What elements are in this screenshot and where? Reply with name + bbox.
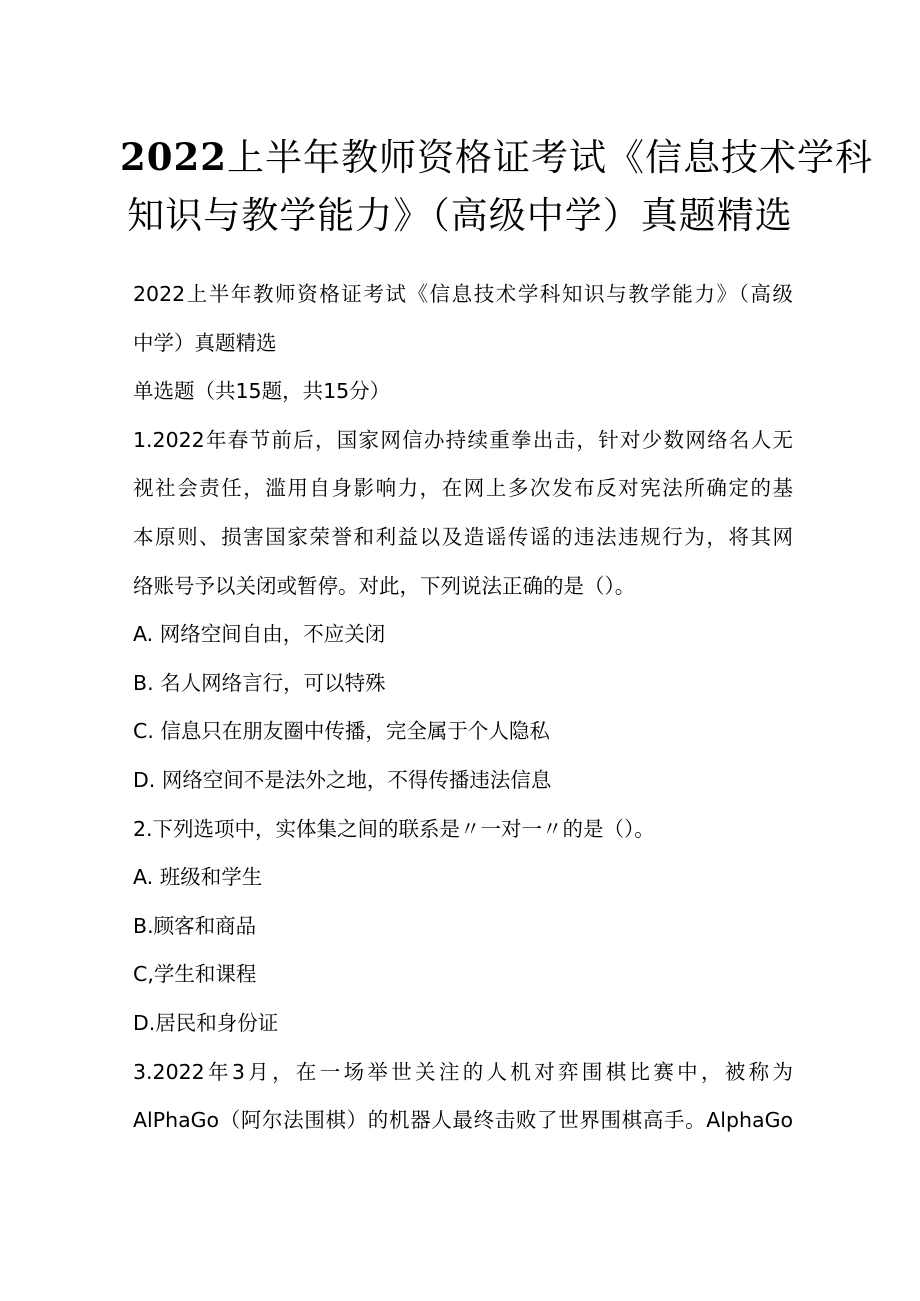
q2-option-a: A. 班级和学生 xyxy=(133,865,263,890)
q1-option-c: C. 信息只在朋友圈中传播，完全属于个人隐私 xyxy=(133,719,550,744)
title-line-1-text: 上半年教师资格证考试《信息技术学科 xyxy=(226,136,873,179)
intro-line-1: 2022上半年教师资格证考试《信息技术学科知识与教学能力》（高级 xyxy=(133,282,793,306)
title-line-1 xyxy=(120,128,873,187)
q2-option-d: D.居民和身份证 xyxy=(133,1010,279,1035)
q1-stem-line-3: 本原则、损害国家荣誉和利益以及造谣传谣的违法违规行为，将其网 xyxy=(133,524,793,549)
document-body xyxy=(133,270,793,1145)
q2-option-b: B.顾客和商品 xyxy=(133,913,257,938)
q1-option-d: D. 网络空间不是法外之地，不得传播违法信息 xyxy=(133,767,552,792)
document-title xyxy=(120,128,873,245)
intro-line-2: 中学）真题精选 xyxy=(133,330,277,355)
title-year: 2022 xyxy=(120,135,227,179)
q1-stem-line-1: 1.2022年春节前后，国家网信办持续重拳出击，针对少数网络名人无 xyxy=(133,427,793,452)
q2-stem-line-1: 2.下列选项中，实体集之间的联系是〃一对一〃的是（）。 xyxy=(133,816,655,841)
q1-option-a: A. 网络空间自由，不应关闭 xyxy=(133,622,386,647)
q1-option-b: B. 名人网络言行，可以特殊 xyxy=(133,670,386,695)
q3-stem-line-2: AlPhaGo（阿尔法围棋）的机器人最终击败了世界围棋高手。AlphaGo xyxy=(133,1108,793,1133)
q1-stem-line-4: 络账号予以关闭或暂停。对此，下列说法正确的是（）。 xyxy=(133,573,636,598)
q2-option-c: C,学生和课程 xyxy=(133,962,257,987)
title-line-2: 知识与教学能力》（高级中学）真题精选 xyxy=(127,194,793,237)
q1-stem-line-2: 视社会责任，滥用自身影响力，在网上多次发布反对宪法所确定的基 xyxy=(133,476,793,501)
q3-stem-line-1: 3.2022年3月，在一场举世关注的人机对弈围棋比赛中，被称为 xyxy=(133,1059,793,1084)
section-heading: 单选题（共15题，共15分） xyxy=(133,379,391,404)
